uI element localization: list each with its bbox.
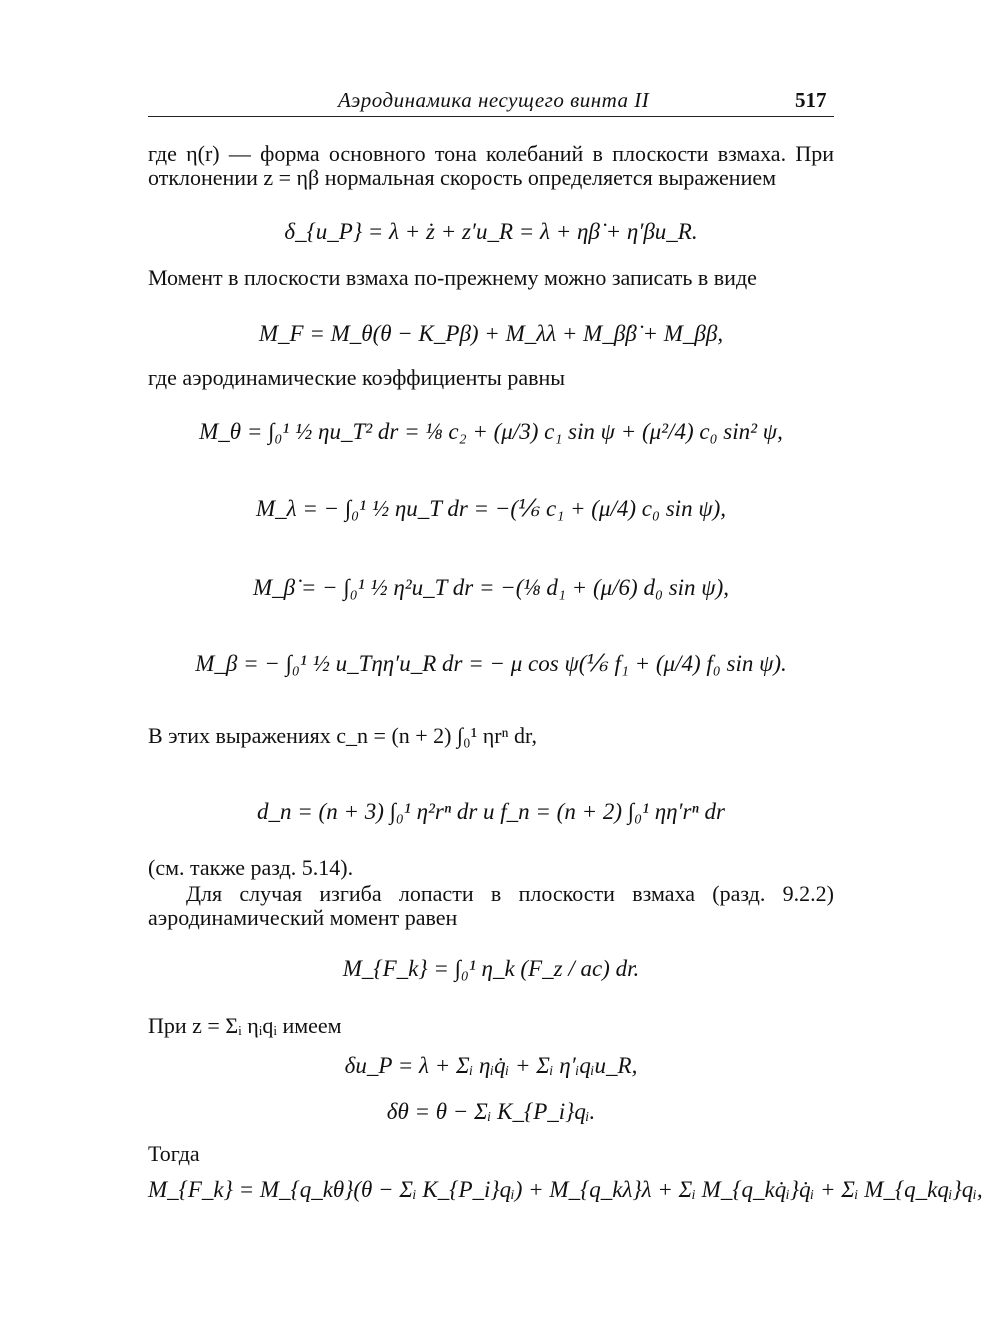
equation-mfk-integral: M_{F_k} = ∫₀¹ η_k (F_z / ac) dr.: [342, 956, 640, 981]
equation-m-lambda: M_λ = − ∫₀¹ ½ ηu_T dr = −(⅙ c₁ + (μ/4) c₀ sin ψ),: [255, 496, 727, 521]
equation-normal-velocity: δ_{u_P} = λ + ż + z′u_R = λ + ηβ̇ + η′βu_R.: [284, 219, 698, 244]
paragraph-5: (см. также разд. 5.14).: [148, 855, 354, 880]
paragraph-4: В этих выражениях c_n = (n + 2) ∫₀¹ ηrⁿ dr,: [148, 723, 538, 748]
equation-delta-theta: δθ = θ − Σᵢ K_{P_i}qᵢ.: [386, 1099, 596, 1124]
running-title: Аэродинамика несущего винта II: [338, 88, 650, 112]
equation-m-beta: M_β = − ∫₀¹ ½ u_Tηη′u_R dr = − μ cos ψ(⅙ f₁ + (μ/4) f₀ sin ψ).: [195, 651, 787, 676]
equation-mfk-expansion: M_{F_k} = M_{q_kθ}(θ − Σᵢ K_{P_i}qᵢ) + M_{q_kλ}λ + Σᵢ M_{q_kq̇ᵢ}q̇ᵢ + Σᵢ M_{q_kqᵢ}qᵢ,: [148, 1177, 983, 1202]
paragraph-3: где аэродинамические коэффициенты равны: [148, 365, 566, 390]
paragraph-2: Момент в плоскости взмаха по-прежнему можно записать в виде: [148, 265, 757, 290]
equation-delta-up: δu_P = λ + Σᵢ ηᵢq̇ᵢ + Σᵢ η′ᵢqᵢu_R,: [344, 1053, 638, 1078]
header-rule: [148, 116, 834, 117]
paragraph-6: Для случая изгиба лопасти в плоскости взмаха (разд. 9.2.2) аэродинамический момент равен: [148, 881, 834, 930]
paragraph-7: При z = Σᵢ ηᵢqᵢ имеем: [148, 1013, 342, 1038]
equation-flap-moment: M_F = M_θ(θ − K_Pβ) + M_λλ + M_β̇β̇ + M_ββ,: [258, 321, 724, 346]
equation-dn-fn: d_n = (n + 3) ∫₀¹ η²rⁿ dr и f_n = (n + 2) ∫₀¹ ηη′rⁿ dr: [257, 799, 725, 824]
equation-m-beta-dot: M_β̇ = − ∫₀¹ ½ η²u_T dr = −(⅛ d₁ + (μ/6) d₀ sin ψ),: [253, 575, 729, 600]
page-number: 517: [795, 88, 827, 112]
paragraph-1: где η(r) — форма основного тона колебаний в плоскости взмаха. При отклонении z = ηβ нормальная скорость определяется выражением: [148, 141, 834, 190]
paragraph-8: Тогда: [148, 1141, 200, 1166]
equation-m-theta: M_θ = ∫₀¹ ½ ηu_T² dr = ⅛ c₂ + (μ/3) c₁ sin ψ + (μ²/4) c₀ sin² ψ,: [199, 419, 783, 444]
